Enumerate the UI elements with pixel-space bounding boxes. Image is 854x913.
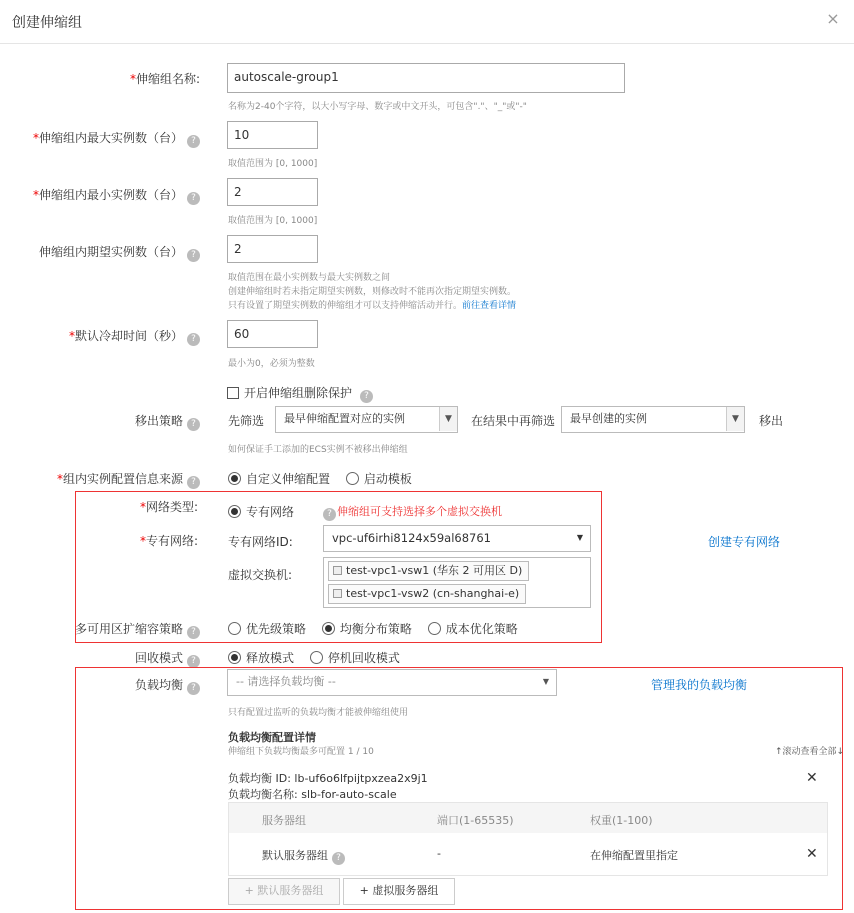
min-instances-input[interactable]: 2 bbox=[227, 178, 318, 206]
max-instances-input[interactable]: 10 bbox=[227, 121, 318, 149]
close-icon[interactable]: × bbox=[826, 9, 840, 28]
table-header bbox=[229, 803, 827, 833]
help-icon[interactable]: ? bbox=[360, 390, 373, 403]
desired-hint-3: 只有设置了期望实例数的伸缩组才可以支持伸缩活动并行。前往查看详情 bbox=[228, 301, 517, 311]
vpc-id-select[interactable]: vpc-uf6irhi8124x59al68761 ▼ bbox=[323, 525, 591, 552]
table-header-cell: 权重(1-100) bbox=[590, 814, 653, 827]
header-divider bbox=[0, 43, 854, 44]
vpc-label: *专有网络: bbox=[139, 534, 198, 548]
desired-hint-2: 创建伸缩组时若未指定期望实例数，则修改时不能再次指定期望实例数。 bbox=[228, 287, 517, 297]
caret-down-icon: ▼ bbox=[542, 677, 549, 686]
table-header-cell: 服务器组 bbox=[262, 814, 306, 827]
cooldown-label: *默认冷却时间（秒） ? bbox=[0, 327, 200, 346]
tag-icon bbox=[333, 566, 342, 575]
radio-selected-icon[interactable] bbox=[228, 472, 241, 485]
desired-instances-label: 伸缩组内期望实例数（台） ? bbox=[0, 243, 200, 262]
chevron-down-icon: ▼ bbox=[726, 407, 744, 431]
help-icon[interactable]: ? bbox=[187, 682, 200, 695]
config-source-radio-group bbox=[228, 470, 424, 487]
help-icon[interactable]: ? bbox=[187, 135, 200, 148]
help-icon[interactable]: ? bbox=[187, 249, 200, 262]
removal-policy-label: 移出策略 ? bbox=[0, 412, 200, 431]
radio-release-mode[interactable]: 释放模式 bbox=[228, 651, 294, 665]
zone-policy-radio-group bbox=[228, 620, 530, 637]
caret-down-icon: ▼ bbox=[576, 533, 583, 542]
min-instances-hint: 取值范围为 [0, 1000] bbox=[228, 216, 318, 226]
create-vpc-link[interactable]: 创建专有网络 bbox=[708, 535, 781, 549]
load-balancer-select[interactable]: -- 请选择负载均衡 -- ▼ bbox=[227, 669, 557, 696]
vswitch-tag[interactable]: test-vpc1-vsw2 (cn-shanghai-e) bbox=[328, 584, 526, 604]
group-name-label: *伸缩组名称: bbox=[129, 72, 200, 86]
lb-detail-title: 负载均衡配置详情 bbox=[228, 731, 316, 744]
lb-name-row: 负载均衡名称: slb-for-auto-scale bbox=[228, 788, 397, 801]
radio-vpc[interactable]: 专有网络 bbox=[228, 503, 294, 520]
remove-suffix: 移出 bbox=[759, 414, 784, 428]
desired-instances-input[interactable]: 2 bbox=[227, 235, 318, 263]
table-row-group: 默认服务器组 ? bbox=[262, 847, 345, 865]
radio-icon[interactable] bbox=[228, 622, 241, 635]
recycle-mode-label: 回收模式 ? bbox=[0, 649, 200, 668]
config-source-label: *组内实例配置信息来源 ? bbox=[0, 470, 200, 489]
radio-selected-icon[interactable] bbox=[228, 651, 241, 664]
removal-help-link[interactable]: 如何保证手工添加的ECS实例不被移出伸缩组 bbox=[228, 445, 408, 455]
max-instances-hint: 取值范围为 [0, 1000] bbox=[228, 159, 318, 169]
view-details-link[interactable]: 前往查看详情 bbox=[462, 301, 517, 311]
radio-stop-mode[interactable]: 停机回收模式 bbox=[310, 651, 400, 665]
help-icon[interactable]: ? bbox=[187, 476, 200, 489]
help-icon[interactable]: ? bbox=[187, 626, 200, 639]
radio-launch-template[interactable]: 启动模板 bbox=[346, 472, 412, 486]
radio-custom-config[interactable]: 自定义伸缩配置 bbox=[228, 472, 330, 486]
help-icon[interactable]: ? bbox=[187, 655, 200, 668]
radio-priority-policy[interactable]: 优先级策略 bbox=[228, 622, 306, 636]
group-name-hint: 名称为2-40个字符，以大小写字母、数字或中文开头，可包含"."、"_"或"-" bbox=[228, 102, 527, 112]
checkbox-icon[interactable] bbox=[227, 387, 239, 399]
help-icon[interactable]: ? bbox=[187, 333, 200, 346]
vpc-id-label: 专有网络ID: bbox=[228, 535, 293, 549]
then-filter-label: 在结果中再筛选 bbox=[471, 414, 556, 428]
radio-cost-policy[interactable]: 成本优化策略 bbox=[428, 622, 518, 636]
help-icon[interactable]: ? bbox=[187, 192, 200, 205]
then-filter-select[interactable]: 最早创建的实例 ▼ bbox=[561, 406, 745, 433]
first-filter-select[interactable]: 最早伸缩配置对应的实例 ▼ bbox=[275, 406, 458, 433]
help-icon[interactable]: ? bbox=[323, 508, 336, 521]
radio-balanced-policy[interactable]: 均衡分布策略 bbox=[322, 622, 412, 636]
help-icon[interactable]: ? bbox=[187, 418, 200, 431]
max-instances-label: *伸缩组内最大实例数（台） ? bbox=[0, 129, 200, 148]
vswitch-label: 虚拟交换机: bbox=[228, 568, 293, 582]
desired-hint-1: 取值范围在最小实例数与最大实例数之间 bbox=[228, 273, 391, 283]
load-balancer-label: 负载均衡 ? bbox=[0, 676, 200, 695]
remove-row-icon[interactable]: ✕ bbox=[806, 846, 818, 862]
radio-icon[interactable] bbox=[310, 651, 323, 664]
zone-policy-label: 多可用区扩缩容策略 ? bbox=[0, 620, 200, 639]
table-row-weight: 在伸缩配置里指定 bbox=[590, 849, 678, 862]
group-name-input[interactable]: autoscale-group1 bbox=[227, 63, 625, 93]
radio-selected-icon[interactable] bbox=[322, 622, 335, 635]
vswitch-tag[interactable]: test-vpc1-vsw1 (华东 2 可用区 D) bbox=[328, 561, 529, 581]
lb-id-row: 负载均衡 ID: lb-uf6o6lfpijtpxzea2x9j1 bbox=[228, 772, 428, 785]
add-default-server-group-button[interactable]: + 默认服务器组 bbox=[228, 878, 340, 905]
tag-icon bbox=[333, 589, 342, 598]
load-balancer-hint: 只有配置过监听的负载均衡才能被伸缩组使用 bbox=[228, 708, 409, 718]
scroll-all-link[interactable]: ↑滚动查看全部↓ bbox=[775, 747, 845, 757]
min-instances-label: *伸缩组内最小实例数（台） ? bbox=[0, 186, 200, 205]
lb-detail-subtitle: 伸缩组下负载均衡最多可配置 1 / 10 bbox=[228, 747, 374, 757]
network-type-label: *网络类型: bbox=[139, 500, 198, 514]
cooldown-input[interactable]: 60 bbox=[227, 320, 318, 348]
cooldown-hint: 最小为0，必须为整数 bbox=[228, 359, 315, 369]
radio-icon[interactable] bbox=[428, 622, 441, 635]
dialog-title: 创建伸缩组 bbox=[12, 15, 82, 31]
add-virtual-server-group-button[interactable]: + 虚拟服务器组 bbox=[343, 878, 455, 905]
network-warning: ? 伸缩组可支持选择多个虚拟交换机 bbox=[323, 503, 502, 521]
radio-selected-icon[interactable] bbox=[228, 505, 241, 518]
delete-protection-checkbox[interactable]: 开启伸缩组删除保护 ? bbox=[227, 384, 373, 403]
table-row-port: - bbox=[437, 847, 441, 860]
recycle-mode-radio-group bbox=[228, 649, 412, 666]
remove-lb-icon[interactable]: ✕ bbox=[806, 770, 818, 786]
first-filter-label: 先筛选 bbox=[228, 414, 265, 428]
table-header-cell: 端口(1-65535) bbox=[437, 814, 514, 827]
chevron-down-icon: ▼ bbox=[439, 407, 457, 431]
radio-icon[interactable] bbox=[346, 472, 359, 485]
help-icon[interactable]: ? bbox=[332, 852, 345, 865]
manage-load-balancer-link[interactable]: 管理我的负载均衡 bbox=[651, 678, 748, 692]
